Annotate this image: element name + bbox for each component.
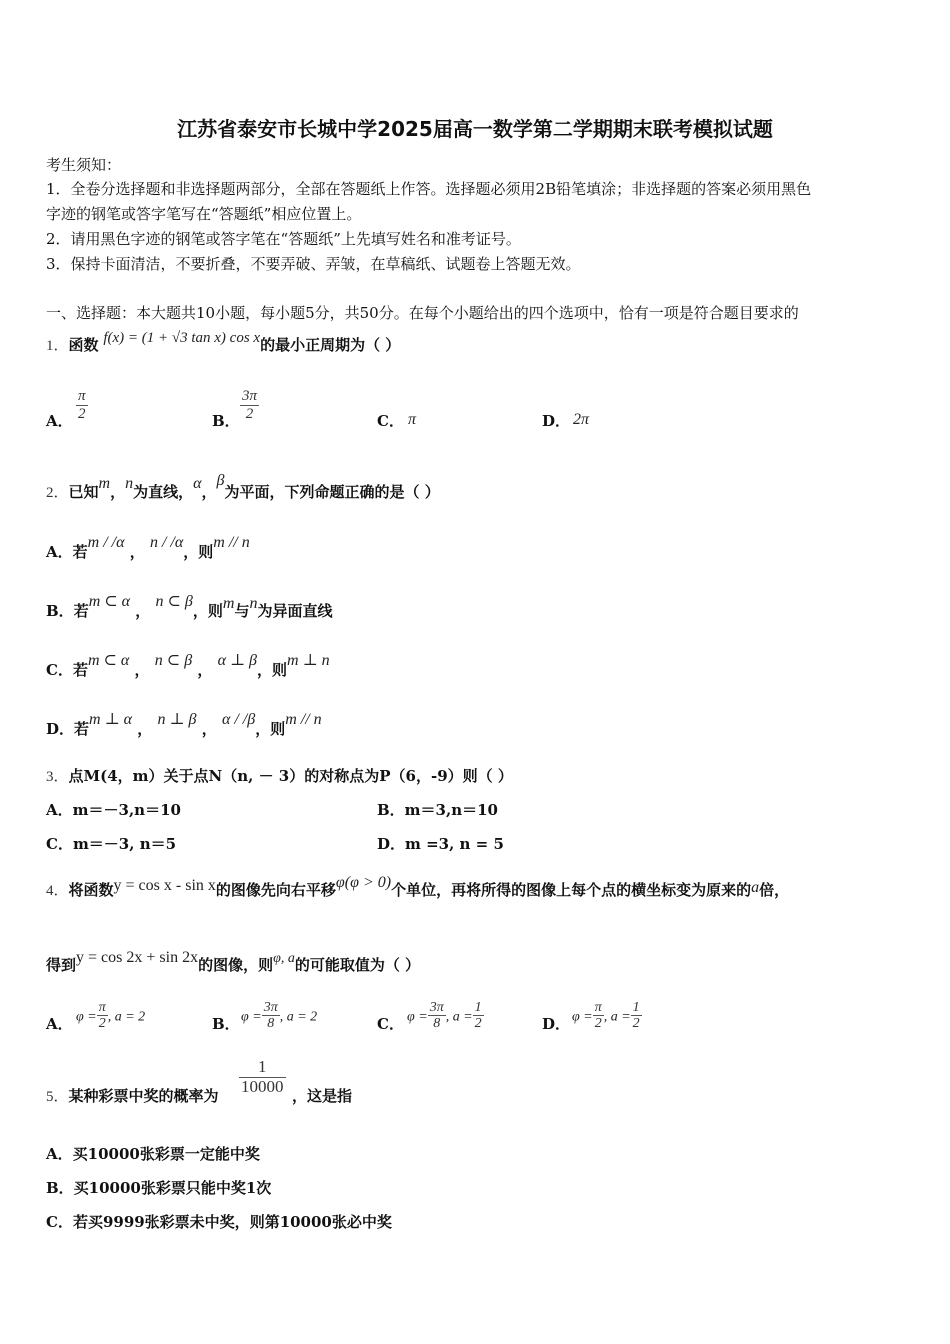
question-4-line-2	[46, 949, 421, 975]
q2-a-cond-1: m / /α	[87, 534, 125, 551]
q1-option-b-label: B．	[212, 412, 240, 430]
q5-probability	[239, 1058, 286, 1096]
q3-number: 3．	[46, 769, 69, 785]
notice-line-2: 2．请用黑色字迹的钢笔或答字笔在“答题纸”上先填写姓名和准考证号。	[46, 230, 521, 248]
question-3	[46, 765, 513, 786]
q5-number: 5．	[46, 1089, 69, 1105]
q5-post: ，这是指	[292, 1087, 353, 1105]
q5-option-a: A．买10000张彩票一定能中奖	[46, 1145, 260, 1163]
q4-formula-2: y = cos 2x + sin 2x	[76, 949, 199, 966]
q2-b-cond-1: m ⊂ α	[88, 593, 131, 610]
q4-var-a: a	[751, 879, 760, 896]
q2-d-result: m // n	[285, 711, 322, 728]
q4-number: 4．	[46, 883, 69, 899]
q1-option-a-label: A．	[46, 412, 73, 430]
section-heading: 一、选择题：本大题共10小题，每小题5分，共50分。在每个小题给出的四个选项中，恰有一项是符合题目要求的	[46, 304, 799, 322]
question-5	[46, 1085, 219, 1106]
q1-option-a-frac: $\frac{\pi}{2}$	[78, 388, 86, 422]
q2-b-var-m: m	[222, 595, 235, 612]
q2-option-a: A．若m / /α ， n / /α，则m // n	[46, 534, 250, 561]
q4-line2-pre: 得到	[46, 956, 77, 974]
q2-var-n: n	[125, 475, 134, 492]
q4-shift: φ(φ > 0)	[335, 874, 392, 891]
q5-prob-numerator: 1	[239, 1058, 286, 1078]
q2-c-result: m ⊥ n	[287, 652, 330, 669]
q2-c-cond-1: m ⊂ α	[87, 652, 130, 669]
q4-mid-3: 的图像，则	[198, 956, 274, 974]
q3-option-b: B．m＝3,n＝10	[377, 801, 498, 819]
q4-option-a-label: A．	[46, 1015, 73, 1033]
q1-number: 1．	[46, 338, 69, 354]
q2-sep-1: ，	[110, 483, 126, 501]
q1-post: 的最小正周期为（ ）	[260, 336, 401, 354]
q4-option-a: φ = $\frac{\pi}{2}$ , a = 2	[76, 1000, 146, 1032]
q4-option-d: φ = $\frac{\pi}{2}$ , a = $\frac{1}{2}$	[572, 1000, 640, 1032]
q4-option-c: φ = $\frac{3\pi}{8}$ , a = $\frac{1}{2}$	[407, 1000, 482, 1032]
q2-option-b: B．若m ⊂ α ， n ⊂ β，则m与n为异面直线	[46, 593, 333, 620]
q3-stem: 点M(4，m）关于点N（n, － 3）的对称点为P（6，-9）则（ ）	[68, 767, 513, 785]
q1-option-c-value: π	[408, 411, 417, 428]
question-4-line-1	[46, 874, 790, 900]
q4-mid-1: 的图像先向右平移	[215, 881, 336, 899]
notice-heading: 考生须知：	[46, 156, 122, 174]
q1-option-d-label: D．	[542, 412, 571, 430]
q2-var-m: m	[98, 475, 111, 492]
q4-pre: 将函数	[68, 881, 114, 899]
q2-stem-b: 为直线，	[133, 483, 194, 501]
page-title: 江苏省泰安市长城中学2025届高一数学第二学期期末联考模拟试题	[177, 117, 773, 141]
q1-option-b-frac: $\frac{3\pi}{2}$	[242, 388, 258, 422]
q2-d-cond-1: m ⊥ α	[89, 711, 133, 728]
q2-a-cond-2: n / /α	[149, 534, 184, 551]
q2-number: 2．	[46, 485, 69, 501]
q4-option-d-label: D．	[542, 1015, 571, 1033]
q4-formula-1: y = cos x - sin x	[113, 877, 216, 894]
q3-option-a: A．m＝－3,n＝10	[46, 801, 181, 819]
q2-option-d: D．若m ⊥ α ， n ⊥ β ， α / /β，则m // n	[46, 711, 322, 738]
q4-vars: φ, a	[273, 951, 295, 966]
q2-b-cond-2: n ⊂ β	[155, 593, 193, 610]
q5-option-b: B．买10000张彩票只能中奖1次	[46, 1179, 272, 1197]
q2-stem-c: 为平面，下列命题正确的是（ ）	[224, 483, 440, 501]
q4-end-2: 的可能取值为（ ）	[294, 956, 421, 974]
q4-option-c-label: C．	[377, 1015, 404, 1033]
q3-option-d: D．m =3, n = 5	[377, 835, 504, 853]
q2-b-var-n: n	[249, 595, 258, 612]
q1-pre: 函数	[68, 336, 99, 354]
q2-a-result: m // n	[213, 534, 250, 551]
q2-sep-2: ，	[201, 483, 217, 501]
q4-option-b-label: B．	[212, 1015, 240, 1033]
q2-option-c: C．若m ⊂ α ， n ⊂ β ， α ⊥ β，则m ⊥ n	[46, 652, 330, 679]
q1-option-c-label: C．	[377, 412, 404, 430]
q4-end-1: 倍，	[759, 881, 790, 899]
q2-d-cond-3: α / /β	[221, 711, 256, 728]
q4-option-b: φ = $\frac{3\pi}{8}$ , a = 2	[241, 1000, 318, 1032]
question-1	[46, 330, 401, 355]
q5-pre: 某种彩票中奖的概率为	[68, 1087, 219, 1105]
notice-line-1: 1．全卷分选择题和非选择题两部分，全部在答题纸上作答。选择题必须用2B铅笔填涂；非选择题的答案必须用黑色	[46, 180, 812, 198]
q4-mid-2: 个单位，再将所得的图像上每个点的横坐标变为原来的	[391, 881, 752, 899]
notice-line-1b: 字迹的钢笔或答字笔写在“答题纸”相应位置上。	[46, 205, 362, 223]
q2-var-alpha: α	[193, 475, 202, 492]
q2-c-cond-3: α ⊥ β	[217, 652, 258, 669]
q1-option-d-value: 2π	[573, 411, 590, 428]
q1-option-b	[240, 388, 259, 422]
notice-line-3: 3．保持卡面清洁，不要折叠，不要弄破、弄皱，在草稿纸、试题卷上答题无效。	[46, 255, 581, 273]
q2-d-cond-2: n ⊥ β	[157, 711, 197, 728]
q2-stem-a: 已知	[68, 483, 99, 501]
q2-c-cond-2: n ⊂ β	[154, 652, 193, 669]
q1-option-a	[76, 388, 88, 422]
q3-option-c: C．m＝－3, n＝5	[46, 835, 177, 853]
q5-option-c: C．若买9999张彩票未中奖，则第10000张必中奖	[46, 1213, 392, 1231]
q2-var-beta: β	[216, 472, 225, 489]
question-2	[46, 472, 440, 502]
q5-prob-denominator: 10000	[241, 1076, 284, 1096]
q1-formula: f(x) = (1 + √3 tan x) cos x	[103, 330, 261, 346]
